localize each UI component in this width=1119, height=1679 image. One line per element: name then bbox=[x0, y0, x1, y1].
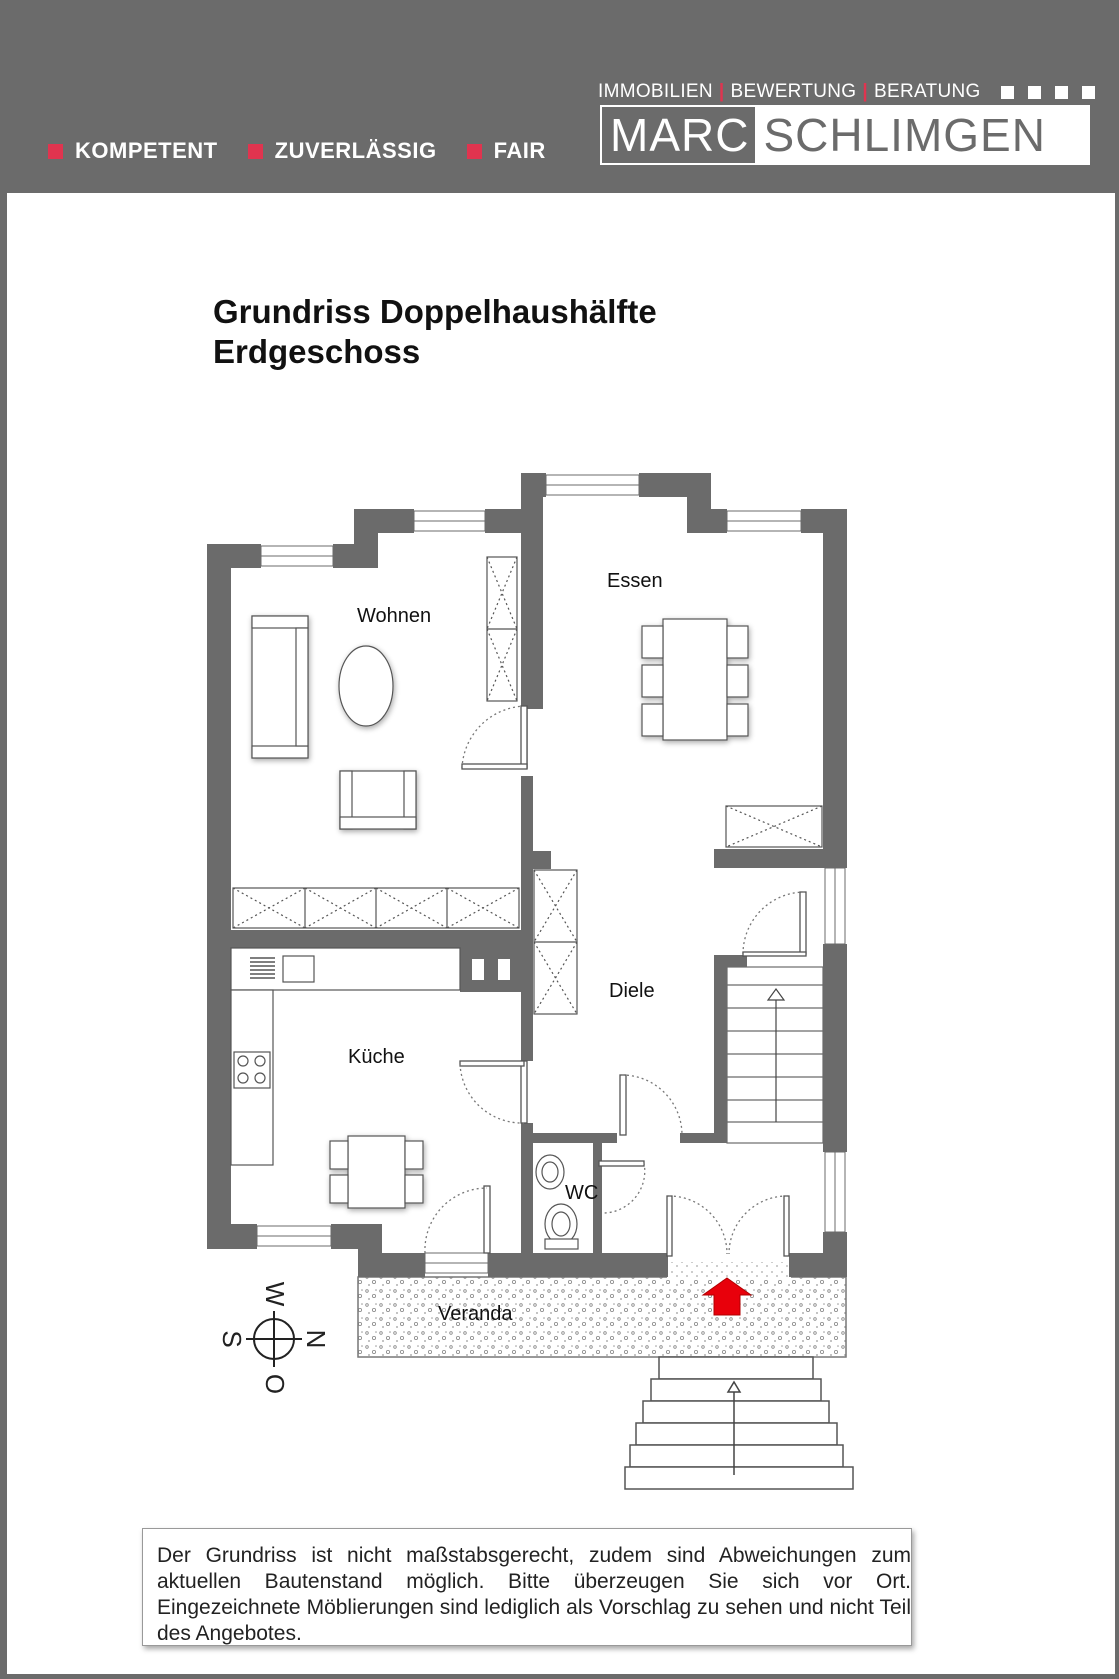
room-label-essen: Essen bbox=[607, 570, 663, 592]
room-label-diele: Diele bbox=[609, 980, 655, 1002]
walls bbox=[207, 473, 847, 1277]
compass-east-label: O bbox=[260, 1373, 290, 1395]
logo-service: IMMOBILIEN bbox=[598, 81, 713, 102]
room-label-kueche: Küche bbox=[348, 1046, 405, 1068]
logo-service: BEWERTUNG bbox=[730, 81, 857, 102]
logo-name-left: MARC bbox=[610, 109, 750, 161]
title-line: Grundriss Doppelhaushälfte bbox=[213, 293, 657, 330]
room-label-wc: WC bbox=[565, 1182, 599, 1204]
compass-south-label: S bbox=[217, 1330, 247, 1348]
logo-separator: | bbox=[718, 81, 725, 102]
tagline-label: ZUVERLÄSSIG bbox=[274, 138, 437, 163]
compass-north-label: N bbox=[301, 1329, 331, 1349]
subtitle-line: Erdgeschoss bbox=[213, 333, 421, 370]
compass-west-label: W bbox=[260, 1281, 290, 1307]
exterior-stairs bbox=[625, 1357, 853, 1489]
room-label-wohnen: Wohnen bbox=[357, 605, 432, 627]
logo-separator: | bbox=[862, 81, 869, 102]
compass bbox=[246, 1311, 302, 1367]
logo-name-right: SCHLIMGEN bbox=[755, 107, 1088, 163]
interior-stairs bbox=[727, 967, 823, 1143]
logo-service: BERATUNG bbox=[874, 81, 981, 102]
tagline-label: FAIR bbox=[493, 138, 546, 163]
room-label-veranda: Veranda bbox=[438, 1303, 513, 1325]
disclaimer-note: Der Grundriss ist nicht maßstabsgerecht, zudem sind Abweichungen zum aktuellen Bautenstand möglich. Bitte überzeugen Sie sich vor Ort. Eingezeichnete Möblierungen sind lediglich als Vorschlag zu sehen und nicht Teil des Angebotes. bbox=[142, 1528, 912, 1646]
tagline-label: KOMPETENT bbox=[75, 138, 218, 163]
